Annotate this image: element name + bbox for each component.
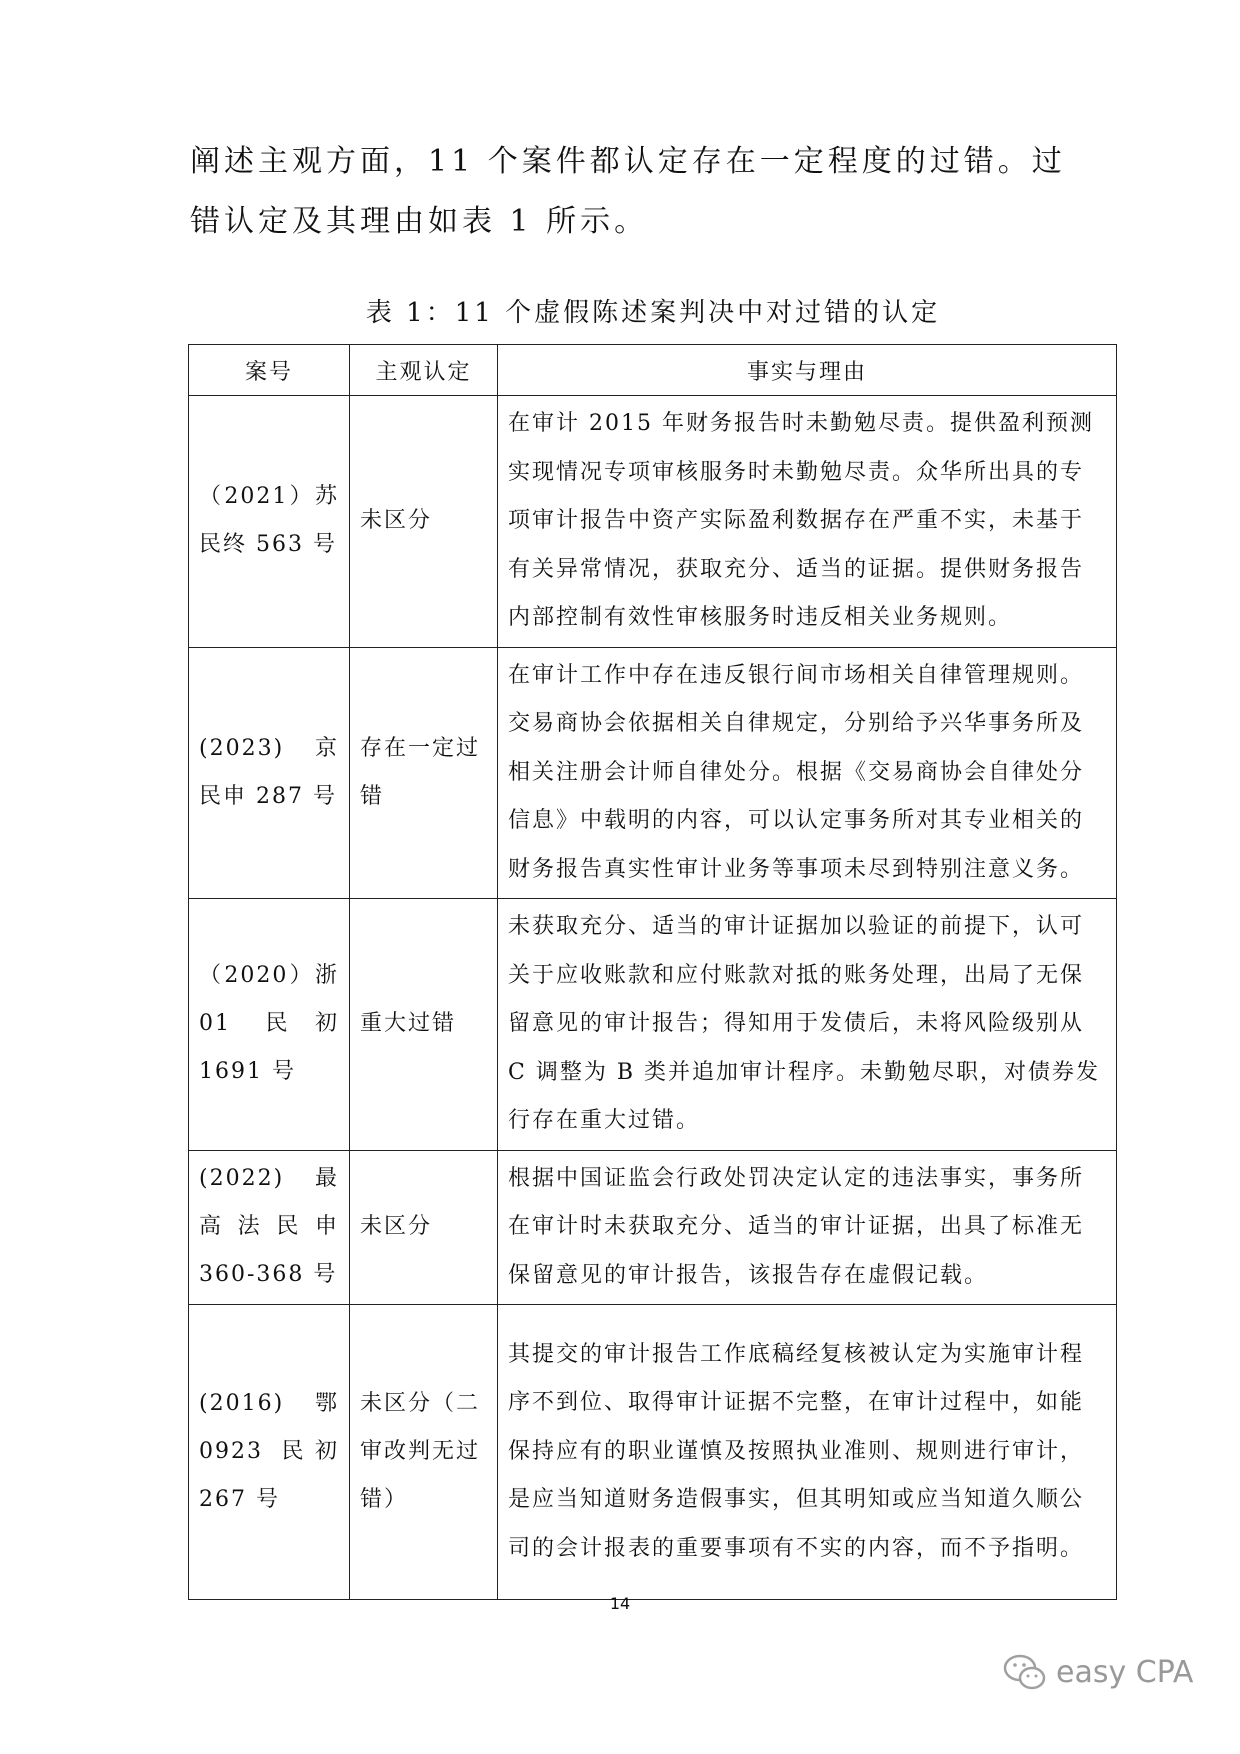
case-number: （2020）浙 01 民初 1691 号 xyxy=(189,899,350,1151)
paragraph-line: 阐述主观方面，11 个案件都认定存在一定程度的过错。过 xyxy=(190,144,1066,179)
table-row xyxy=(189,1305,1117,1600)
facts-reasons: 其提交的审计报告工作底稿经复核被认定为实施审计程序不到位、取得审计证据不完整，在审计过程中，如能保持应有的职业谨慎及按照执业准则、规则进行审计，是应当知道财务造假事实，但其明知或应当知道久顺公司的会计报表的重要事项有不实的内容，而不予指明。 xyxy=(498,1305,1117,1600)
subjective-finding: 重大过错 xyxy=(350,899,498,1151)
header-facts-reasons: 事实与理由 xyxy=(498,345,1117,396)
case-number: (2022) 最高法民申 360-368 号 xyxy=(189,1150,350,1305)
paragraph-line: 错认定及其理由如表 1 所示。 xyxy=(190,204,649,239)
table-row xyxy=(189,396,1117,648)
wechat-icon xyxy=(1002,1652,1048,1692)
facts-reasons: 在审计工作中存在违反银行间市场相关自律管理规则。交易商协会依据相关自律规定，分别给予兴华事务所及相关注册会计师自律处分。根据《交易商协会自律处分信息》中载明的内容，可以认定事务所对其专业相关的财务报告真实性审计业务等事项未尽到特别注意义务。 xyxy=(498,647,1117,899)
fault-table xyxy=(188,344,1117,1600)
page-number: 14 xyxy=(609,1594,631,1613)
table-row xyxy=(189,1150,1117,1305)
body-paragraph xyxy=(190,132,1070,252)
table-header-row xyxy=(189,345,1117,396)
case-number: (2016) 鄂 0923 民初 267 号 xyxy=(189,1305,350,1600)
facts-reasons: 根据中国证监会行政处罚决定认定的违法事实，事务所在审计时未获取充分、适当的审计证据，出具了标准无保留意见的审计报告，该报告存在虚假记载。 xyxy=(498,1150,1117,1305)
case-number: (2023) 京民申 287 号 xyxy=(189,647,350,899)
table-row xyxy=(189,899,1117,1151)
header-case-number: 案号 xyxy=(189,345,350,396)
header-subjective-finding: 主观认定 xyxy=(350,345,498,396)
subjective-finding: 未区分 xyxy=(350,396,498,648)
facts-reasons: 未获取充分、适当的审计证据加以验证的前提下，认可关于应收账款和应付账款对抵的账务处理，出局了无保留意见的审计报告；得知用于发债后，未将风险级别从 C 调整为 B 类并追加审计程序。未勤勉尽职，对债券发行存在重大过错。 xyxy=(498,899,1117,1151)
case-number: （2021）苏民终 563 号 xyxy=(189,396,350,648)
subjective-finding: 未区分（二审改判无过错） xyxy=(350,1305,498,1600)
table-caption: 表 1：11 个虚假陈述案判决中对过错的认定 xyxy=(365,298,941,328)
table-row xyxy=(189,647,1117,899)
watermark-text: easy CPA xyxy=(1056,1654,1194,1690)
facts-reasons: 在审计 2015 年财务报告时未勤勉尽责。提供盈利预测实现情况专项审核服务时未勤勉尽责。众华所出具的专项审计报告中资产实际盈利数据存在严重不实，未基于有关异常情况，获取充分、适当的证据。提供财务报告内部控制有效性审核服务时违反相关业务规则。 xyxy=(498,396,1117,648)
subjective-finding: 存在一定过错 xyxy=(350,647,498,899)
subjective-finding: 未区分 xyxy=(350,1150,498,1305)
watermark xyxy=(1002,1652,1193,1692)
